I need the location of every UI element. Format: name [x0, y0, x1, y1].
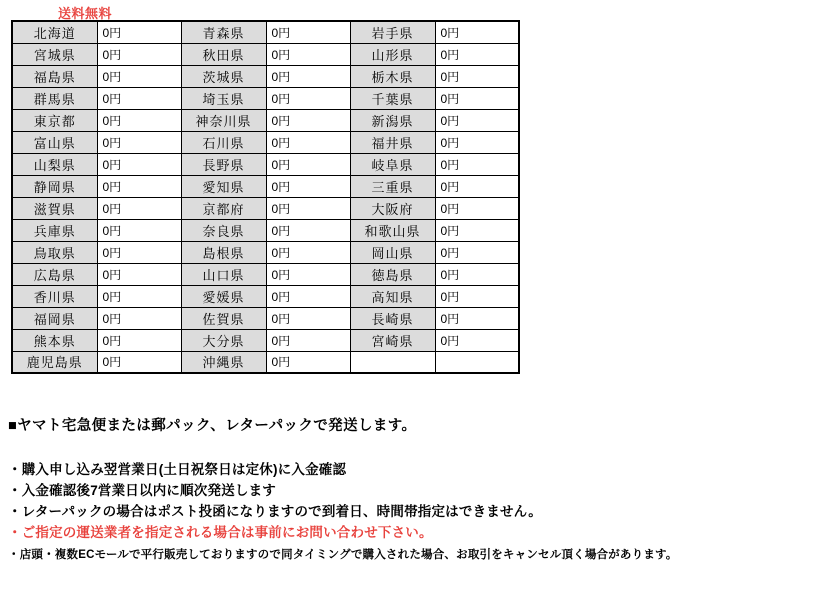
table-row [12, 351, 519, 373]
shipping-price-cell: 0円 [266, 43, 350, 65]
shipping-price-cell: 0円 [266, 219, 350, 241]
empty-cell [435, 351, 519, 373]
prefecture-name-cell: 宮城県 [12, 43, 97, 65]
shipping-price-cell: 0円 [266, 241, 350, 263]
prefecture-name-cell: 青森県 [181, 21, 266, 43]
shipping-method-heading: ■ヤマト宅急便または郵パック、レターパックで発送します。 [8, 418, 417, 434]
shipping-fee-table [11, 20, 520, 374]
prefecture-name-cell: 大阪府 [350, 197, 435, 219]
shipping-price-cell: 0円 [435, 131, 519, 153]
table-row [12, 43, 519, 65]
shipping-price-cell: 0円 [266, 131, 350, 153]
prefecture-name-cell: 長野県 [181, 153, 266, 175]
prefecture-name-cell: 山梨県 [12, 153, 97, 175]
table-row [12, 153, 519, 175]
shipping-price-cell: 0円 [435, 21, 519, 43]
shipping-price-cell: 0円 [97, 197, 181, 219]
empty-cell [350, 351, 435, 373]
shipping-price-cell: 0円 [435, 43, 519, 65]
shipping-price-cell: 0円 [266, 351, 350, 373]
shipping-price-cell: 0円 [266, 197, 350, 219]
table-row [12, 197, 519, 219]
prefecture-name-cell: 兵庫県 [12, 219, 97, 241]
prefecture-name-cell: 愛媛県 [181, 285, 266, 307]
shipping-price-cell: 0円 [266, 109, 350, 131]
prefecture-name-cell: 富山県 [12, 131, 97, 153]
shipping-price-cell: 0円 [97, 285, 181, 307]
shipping-price-cell: 0円 [266, 175, 350, 197]
prefecture-name-cell: 京都府 [181, 197, 266, 219]
prefecture-name-cell: 広島県 [12, 263, 97, 285]
prefecture-name-cell: 佐賀県 [181, 307, 266, 329]
prefecture-name-cell: 岩手県 [350, 21, 435, 43]
prefecture-name-cell: 静岡県 [12, 175, 97, 197]
prefecture-name-cell: 鳥取県 [12, 241, 97, 263]
table-row [12, 21, 519, 43]
shipping-price-cell: 0円 [435, 153, 519, 175]
shipping-price-cell: 0円 [97, 219, 181, 241]
prefecture-name-cell: 大分県 [181, 329, 266, 351]
shipping-price-cell: 0円 [435, 109, 519, 131]
prefecture-name-cell: 高知県 [350, 285, 435, 307]
free-shipping-banner: 送料無料 [58, 6, 113, 21]
shipping-notes-list [8, 460, 808, 564]
table-row [12, 175, 519, 197]
prefecture-name-cell: 福島県 [12, 65, 97, 87]
shipping-price-cell: 0円 [435, 241, 519, 263]
table-row [12, 285, 519, 307]
shipping-price-cell: 0円 [266, 87, 350, 109]
prefecture-name-cell: 福井県 [350, 131, 435, 153]
shipping-note-line: ・購入申し込み翌営業日(土日祝祭日は定休)に入金確認 [8, 462, 347, 477]
shipping-price-cell: 0円 [435, 175, 519, 197]
prefecture-name-cell: 山口県 [181, 263, 266, 285]
prefecture-name-cell: 島根県 [181, 241, 266, 263]
shipping-price-cell: 0円 [435, 197, 519, 219]
prefecture-name-cell: 栃木県 [350, 65, 435, 87]
shipping-price-cell: 0円 [97, 153, 181, 175]
shipping-price-cell: 0円 [435, 329, 519, 351]
table-row [12, 131, 519, 153]
shipping-price-cell: 0円 [97, 329, 181, 351]
shipping-price-cell: 0円 [97, 43, 181, 65]
prefecture-name-cell: 奈良県 [181, 219, 266, 241]
shipping-price-cell: 0円 [435, 285, 519, 307]
prefecture-name-cell: 熊本県 [12, 329, 97, 351]
shipping-price-cell: 0円 [266, 307, 350, 329]
shipping-price-cell: 0円 [435, 87, 519, 109]
prefecture-name-cell: 石川県 [181, 131, 266, 153]
prefecture-name-cell: 東京都 [12, 109, 97, 131]
shipping-price-cell: 0円 [266, 153, 350, 175]
shipping-price-cell: 0円 [266, 329, 350, 351]
shipping-price-cell: 0円 [97, 87, 181, 109]
shipping-price-cell: 0円 [97, 131, 181, 153]
prefecture-name-cell: 三重県 [350, 175, 435, 197]
prefecture-name-cell: 福岡県 [12, 307, 97, 329]
prefecture-name-cell: 徳島県 [350, 263, 435, 285]
prefecture-name-cell: 宮崎県 [350, 329, 435, 351]
shipping-price-cell: 0円 [435, 307, 519, 329]
prefecture-name-cell: 鹿児島県 [12, 351, 97, 373]
prefecture-name-cell: 岐阜県 [350, 153, 435, 175]
prefecture-name-cell: 秋田県 [181, 43, 266, 65]
table-row [12, 87, 519, 109]
shipping-price-cell: 0円 [435, 65, 519, 87]
prefecture-name-cell: 和歌山県 [350, 219, 435, 241]
prefecture-name-cell: 茨城県 [181, 65, 266, 87]
prefecture-name-cell: 沖縄県 [181, 351, 266, 373]
shipping-price-cell: 0円 [97, 307, 181, 329]
shipping-price-cell: 0円 [266, 285, 350, 307]
shipping-fee-table-body [12, 21, 519, 373]
table-row [12, 263, 519, 285]
shipping-note-line: ・店頭・複数ECモールで平行販売しておりますので同タイミングで購入された場合、お取引をキャンセル頂く場合があります。 [8, 549, 678, 561]
shipping-price-cell: 0円 [266, 263, 350, 285]
table-row [12, 329, 519, 351]
shipping-note-line: ・レターパックの場合はポスト投函になりますので到着日、時間帯指定はできません。 [8, 504, 542, 519]
prefecture-name-cell: 滋賀県 [12, 197, 97, 219]
shipping-price-cell: 0円 [97, 351, 181, 373]
shipping-price-cell: 0円 [266, 21, 350, 43]
prefecture-name-cell: 埼玉県 [181, 87, 266, 109]
shipping-price-cell: 0円 [97, 21, 181, 43]
prefecture-name-cell: 岡山県 [350, 241, 435, 263]
shipping-price-cell: 0円 [435, 263, 519, 285]
shipping-price-cell: 0円 [435, 219, 519, 241]
shipping-price-cell: 0円 [97, 241, 181, 263]
prefecture-name-cell: 愛知県 [181, 175, 266, 197]
shipping-note-line: ・入金確認後7営業日以内に順次発送します [8, 483, 277, 498]
shipping-price-cell: 0円 [266, 65, 350, 87]
shipping-price-cell: 0円 [97, 109, 181, 131]
shipping-price-cell: 0円 [97, 175, 181, 197]
shipping-price-cell: 0円 [97, 65, 181, 87]
prefecture-name-cell: 長崎県 [350, 307, 435, 329]
shipping-price-cell: 0円 [97, 263, 181, 285]
prefecture-name-cell: 群馬県 [12, 87, 97, 109]
table-row [12, 65, 519, 87]
prefecture-name-cell: 北海道 [12, 21, 97, 43]
table-row [12, 109, 519, 131]
prefecture-name-cell: 山形県 [350, 43, 435, 65]
table-row [12, 219, 519, 241]
shipping-note-line: ・ご指定の運送業者を指定される場合は事前にお問い合わせ下さい。 [8, 525, 433, 540]
prefecture-name-cell: 香川県 [12, 285, 97, 307]
prefecture-name-cell: 新潟県 [350, 109, 435, 131]
prefecture-name-cell: 千葉県 [350, 87, 435, 109]
table-row [12, 241, 519, 263]
prefecture-name-cell: 神奈川県 [181, 109, 266, 131]
table-row [12, 307, 519, 329]
